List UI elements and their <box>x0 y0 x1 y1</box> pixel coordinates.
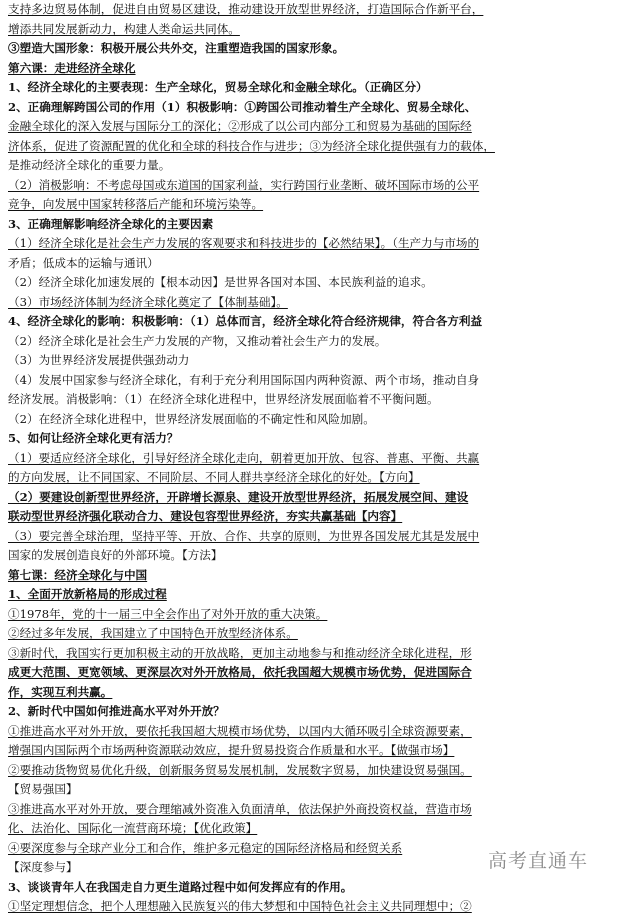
text-line: （3）为世界经济发展提供强劲动力 <box>8 353 190 367</box>
text-line: ①推进高水平对外开放，要依托我国超大规模市场优势，以国内大循环吸引全球资源要素， <box>8 723 472 738</box>
lesson-heading: 第七课：经济全球化与中国 <box>8 567 148 582</box>
text-line: 【贸易强国】 <box>8 782 78 796</box>
text-line: 成更大范围、更宽领域、更深层次对外开放格局，依托我国超大规模市场优势，促进国际合 <box>8 665 472 679</box>
text-line: （3）市场经济体制为经济全球化奠定了【体制基础】。 <box>8 294 288 309</box>
text-line: （2）在经济全球化进程中，世界经济发展面临的不确定性和风险加剧。 <box>8 411 375 426</box>
text-line: 竞争，向发展中国家转移落后产能和环境污染等。 <box>8 197 264 211</box>
text-line: （2）经济全球化加速发展的【根本动因】是世界各国对本国、本民族利益的追求。 <box>8 275 433 289</box>
text-line: ③新时代，我国实行更加积极主动的开放战略，更加主动地参与和推动经济全球化进程，形 <box>8 645 472 660</box>
text-line: （1）经济全球化是社会生产力发展的客观要求和科技进步的【必然结果】。（生产力与市场的 <box>8 236 480 250</box>
text-line: 增强国内国际两个市场两种资源联动效应，提升贸易投资合作质量和水平。【做强市场】 <box>8 743 455 757</box>
text-line: 经济发展。消极影响：（1）在经济全球化进程中，世界经济发展面临着不平衡问题。 <box>8 392 439 406</box>
text-line: 作，实现互利共赢。 <box>8 684 113 699</box>
lesson-heading: 第六课：走进经济全球化 <box>8 60 136 75</box>
section-heading: 5、如何让经济全球化更有活力？ <box>8 431 179 445</box>
text-line: （3）要完善全球治理，坚持平等、开放、合作、共享的原则，为世界各国发展尤其是发展中 <box>8 528 480 543</box>
text-line: （2）消极影响：不考虑母国或东道国的国家利益，实行跨国行业垄断、破坏国际市场的公平 <box>8 177 480 192</box>
text-line: 矛盾；低成本的运输与通讯） <box>8 255 159 270</box>
text-line: （4）发展中国家参与经济全球化，有利于充分利用国际国内两种资源、两个市场，推动自身 <box>8 372 480 387</box>
text-line: （1）要适应经济全球化，引导好经济全球化走向，朝着更加开放、包容、普惠、平衡、共赢 <box>8 450 480 465</box>
section-heading: 3、谈谈青年人在我国走自力更生道路过程中如何发挥应有的作用。 <box>8 879 353 894</box>
text-line: 增添共同发展新动力，构建人类命运共同体。 <box>8 21 240 36</box>
text-line: 【深度参与】 <box>8 860 78 874</box>
section-heading: 1、全面开放新格局的形成过程 <box>8 587 167 601</box>
section-heading: 2、新时代中国如何推进高水平对外开放？ <box>8 704 225 718</box>
text-line: ④要深度参与全球产业分工和合作，维护多元稳定的国际经济格局和经贸关系 <box>8 840 403 855</box>
text-line: ①1978年，党的十一届三中全会作出了对外开放的重大决策。 <box>8 606 328 621</box>
text-line: （2）要建设创新型世界经济，开辟增长源泉、建设开放型世界经济，拓展发展空间、建设 <box>8 489 469 504</box>
text-line: ③推进高水平对外开放，要合理缩减外资准入负面清单，依法保护外商投资权益，营造市场 <box>8 801 472 816</box>
text-line: 的方向发展，让不同国家、不同阶层、不同人群共享经济全球化的好处。【方向】 <box>8 470 420 484</box>
watermark: 高考直通车 <box>487 850 588 872</box>
text-line: 支持多边贸易体制，促进自由贸易区建设，推动建设开放型世界经济，打造国际合作新平台， <box>8 2 484 16</box>
text-line: ②要推动货物贸易优化升级，创新服务贸易发展机制，发展数字贸易，加快建设贸易强国。 <box>8 762 472 777</box>
text-line: ①坚定理想信念，把个人理想融入民族复兴的伟大梦想和中国特色社会主义共同理想中；② <box>8 899 472 913</box>
text-line: 国家的发展创造良好的外部环境。【方法】 <box>8 548 223 562</box>
text-line: ③塑造大国形象：积极开展公共外交，注重塑造我国的国家形象。 <box>8 41 345 55</box>
text-line: ②经过多年发展，我国建立了中国特色开放型经济体系。 <box>8 626 298 640</box>
section-heading: 1、经济全球化的主要表现：生产全球化，贸易全球化和金融全球化。（正确区分） <box>8 80 428 94</box>
section-heading: 4、经济全球化的影响：积极影响：（1）总体而言，经济全球化符合经济规律，符合各方利益 <box>8 314 483 328</box>
text-line: （2）经济全球化是社会生产力发展的产物，又推动着社会生产力的发展。 <box>8 333 387 348</box>
text-line: 是推动经济全球化的重要力量。 <box>8 158 171 172</box>
text-line: 济体系，促进了资源配置的优化和全球的科技合作与进步；③为经济全球化提供强有力的载体， <box>8 138 495 153</box>
section-heading: 3、正确理解影响经济全球化的主要因素 <box>8 216 214 231</box>
text-line: 联动型世界经济强化联动合力、建设包容型世界经济，夯实共赢基础【内容】 <box>8 509 403 523</box>
text-line: 化、法治化、国际化一流营商环境；【优化政策】 <box>8 821 258 835</box>
section-heading: 2、正确理解跨国公司的作用（1）积极影响：①跨国公司推动着生产全球化、贸易全球化、 <box>8 99 477 114</box>
text-line: 金融全球化的深入发展与国际分工的深化；②形成了以公司内部分工和贸易为基础的国际经 <box>8 119 472 133</box>
